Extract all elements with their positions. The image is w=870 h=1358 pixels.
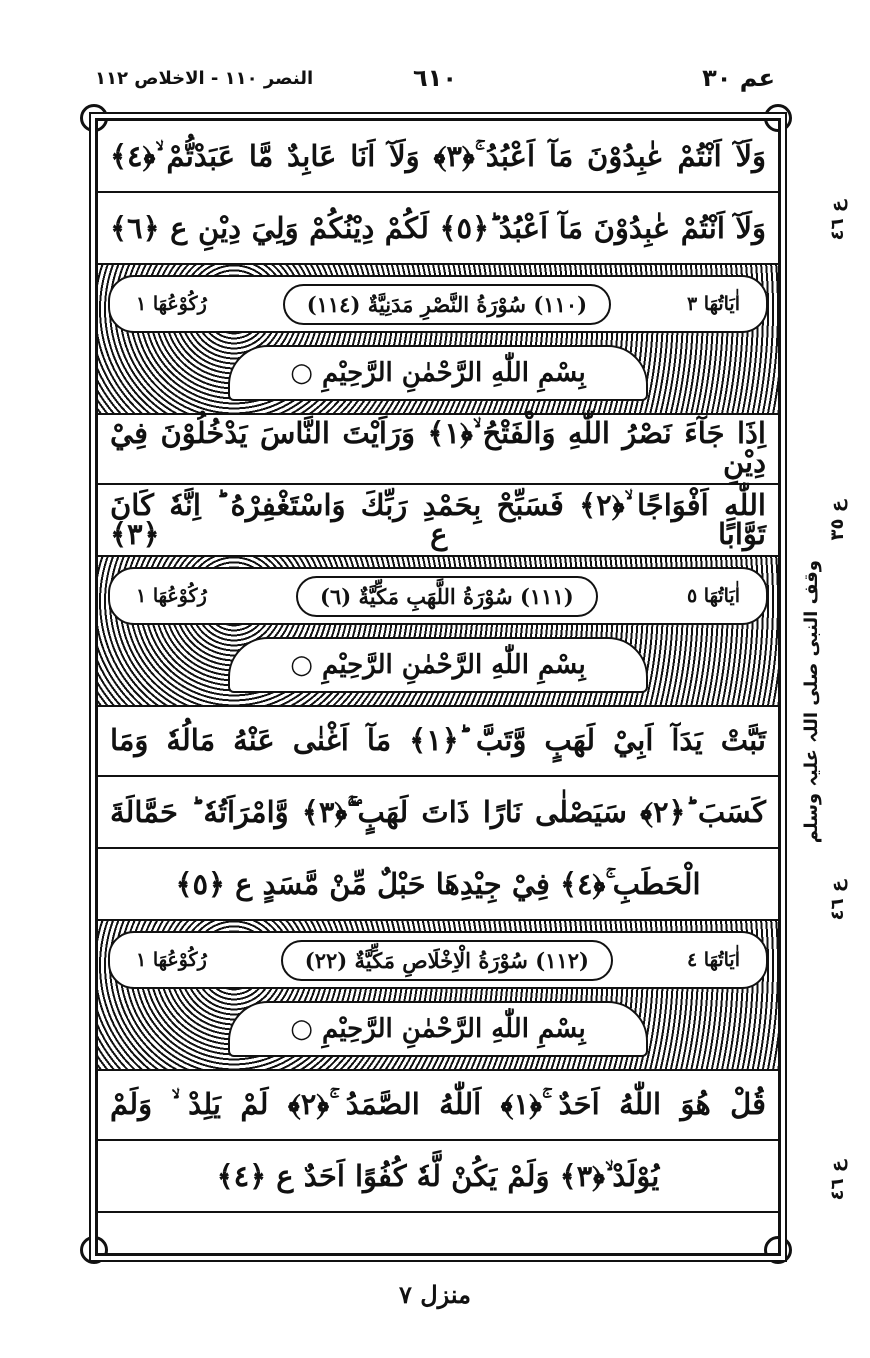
verse-line bbox=[98, 1141, 778, 1213]
verse-line bbox=[98, 485, 778, 557]
ayat-count: اٰيَاتُهَا ٤ bbox=[686, 949, 740, 971]
surah-name: (١١٢) سُوْرَةُ الْاِخْلَاصِ مَكِّيَّةٌ (٢٢) bbox=[281, 940, 613, 981]
verse-text: اِذَا جَآءَ نَصْرُ اللّٰهِ وَالْفَتْحُ ۙ﴿١﴾ وَرَاَيْتَ النَّاسَ يَدْخُلُوْنَ فِيْ دِيْنِ bbox=[110, 416, 766, 479]
verse-text: يُوْلَدْ ۙ﴿٣﴾ وَلَمْ يَكُنْ لَّهٗ كُفُوًا اَحَدٌ ع ﴿٤﴾ bbox=[216, 1158, 660, 1193]
verse-line bbox=[98, 193, 778, 265]
bismillah: بِسْمِ اللّٰهِ الرَّحْمٰنِ الرَّحِيْمِ ○ bbox=[228, 345, 648, 401]
verse-line bbox=[98, 777, 778, 849]
verse-text: قُلْ هُوَ اللّٰهُ اَحَدٌ ۚ﴿١﴾ اَللّٰهُ الصَّمَدُ ۚ﴿٢﴾ لَمْ يَلِدْ ۙ وَلَمْ bbox=[110, 1086, 767, 1121]
ayat-count: اٰيَاتُهَا ٣ bbox=[686, 293, 740, 315]
manzil-footer: منزل ٧ bbox=[398, 1280, 472, 1309]
surah-title-panel bbox=[108, 275, 768, 333]
verse-line bbox=[98, 121, 778, 193]
ruku-count: رُكُوْعُهَا ١ bbox=[136, 585, 207, 607]
page-number: ٦١٠ bbox=[413, 64, 457, 92]
page-header bbox=[95, 58, 775, 98]
text-frame bbox=[95, 118, 781, 1256]
juz-label: عم ٣٠ bbox=[702, 64, 775, 92]
verse-line bbox=[98, 413, 778, 485]
margin-note: ع ٤٦ bbox=[827, 1160, 848, 1201]
surah-header bbox=[98, 557, 778, 707]
verse-line bbox=[98, 1069, 778, 1141]
surah-range: النصر ١١٠ - الاخلاص ١١٢ bbox=[95, 68, 314, 89]
verse-text: تَبَّتْ يَدَآ اَبِيْ لَهَبٍ وَّتَبَّ ؕ﴿١﴾ مَآ اَغْنٰى عَنْهُ مَالُهٗ وَمَا bbox=[110, 722, 767, 757]
margin-note: ع ٤٦ bbox=[827, 880, 848, 921]
margin-note: ع ٣٥ bbox=[827, 500, 848, 541]
verse-text: وَلَآ اَنْتُمْ عٰبِدُوْنَ مَآ اَعْبُدُ ؕ﴿٥﴾ لَكُمْ دِيْنُكُمْ وَلِيَ دِيْنِ ع ﴿٦﴾ bbox=[110, 210, 766, 245]
surah-header bbox=[98, 265, 778, 415]
verse-line bbox=[98, 849, 778, 921]
ayat-count: اٰيَاتُهَا ٥ bbox=[686, 585, 740, 607]
margin-note: ع ٤٦ bbox=[827, 200, 848, 241]
ruku-count: رُكُوْعُهَا ١ bbox=[136, 949, 207, 971]
surah-header bbox=[98, 921, 778, 1071]
ruku-count: رُكُوْعُهَا ١ bbox=[136, 293, 207, 315]
verse-text: الْحَطَبِ ۚ﴿٤﴾ فِيْ جِيْدِهَا حَبْلٌ مِّنْ مَّسَدٍ ع ﴿٥﴾ bbox=[175, 866, 701, 901]
surah-title-panel bbox=[108, 931, 768, 989]
verse-text: كَسَبَ ؕ﴿٢﴾ سَيَصْلٰى نَارًا ذَاتَ لَهَبٍ ۚۖ﴿٣﴾ وَّامْرَاَتُهٗ ؕ حَمَّالَةَ bbox=[110, 794, 766, 829]
surah-title-panel bbox=[108, 567, 768, 625]
surah-name: (١١٠) سُوْرَةُ النَّصْرِ مَدَنِيَّةٌ (١١٤) bbox=[283, 284, 611, 325]
verse-text: اللّٰهِ اَفْوَاجًا ۙ﴿٢﴾ فَسَبِّحْ بِحَمْدِ رَبِّكَ وَاسْتَغْفِرْهُ ؕ اِنَّهٗ كَانَ تَوَّابًا ع ﴿٣﴾ bbox=[110, 488, 766, 551]
surah-name: (١١١) سُوْرَةُ اللَّهَبِ مَكِّيَّةٌ (٦) bbox=[296, 576, 598, 617]
verse-text: وَلَآ اَنْتُمْ عٰبِدُوْنَ مَآ اَعْبُدُ ۚ﴿٣﴾ وَلَآ اَنَا عَابِدٌ مَّا عَبَدْتُّمْ ۙ﴿٤﴾ bbox=[110, 138, 766, 173]
verse-line bbox=[98, 705, 778, 777]
margin-note: وقف النبی صلی اللہ علیہ وسلم bbox=[801, 560, 822, 844]
bismillah: بِسْمِ اللّٰهِ الرَّحْمٰنِ الرَّحِيْمِ ○ bbox=[228, 1001, 648, 1057]
bismillah: بِسْمِ اللّٰهِ الرَّحْمٰنِ الرَّحِيْمِ ○ bbox=[228, 637, 648, 693]
